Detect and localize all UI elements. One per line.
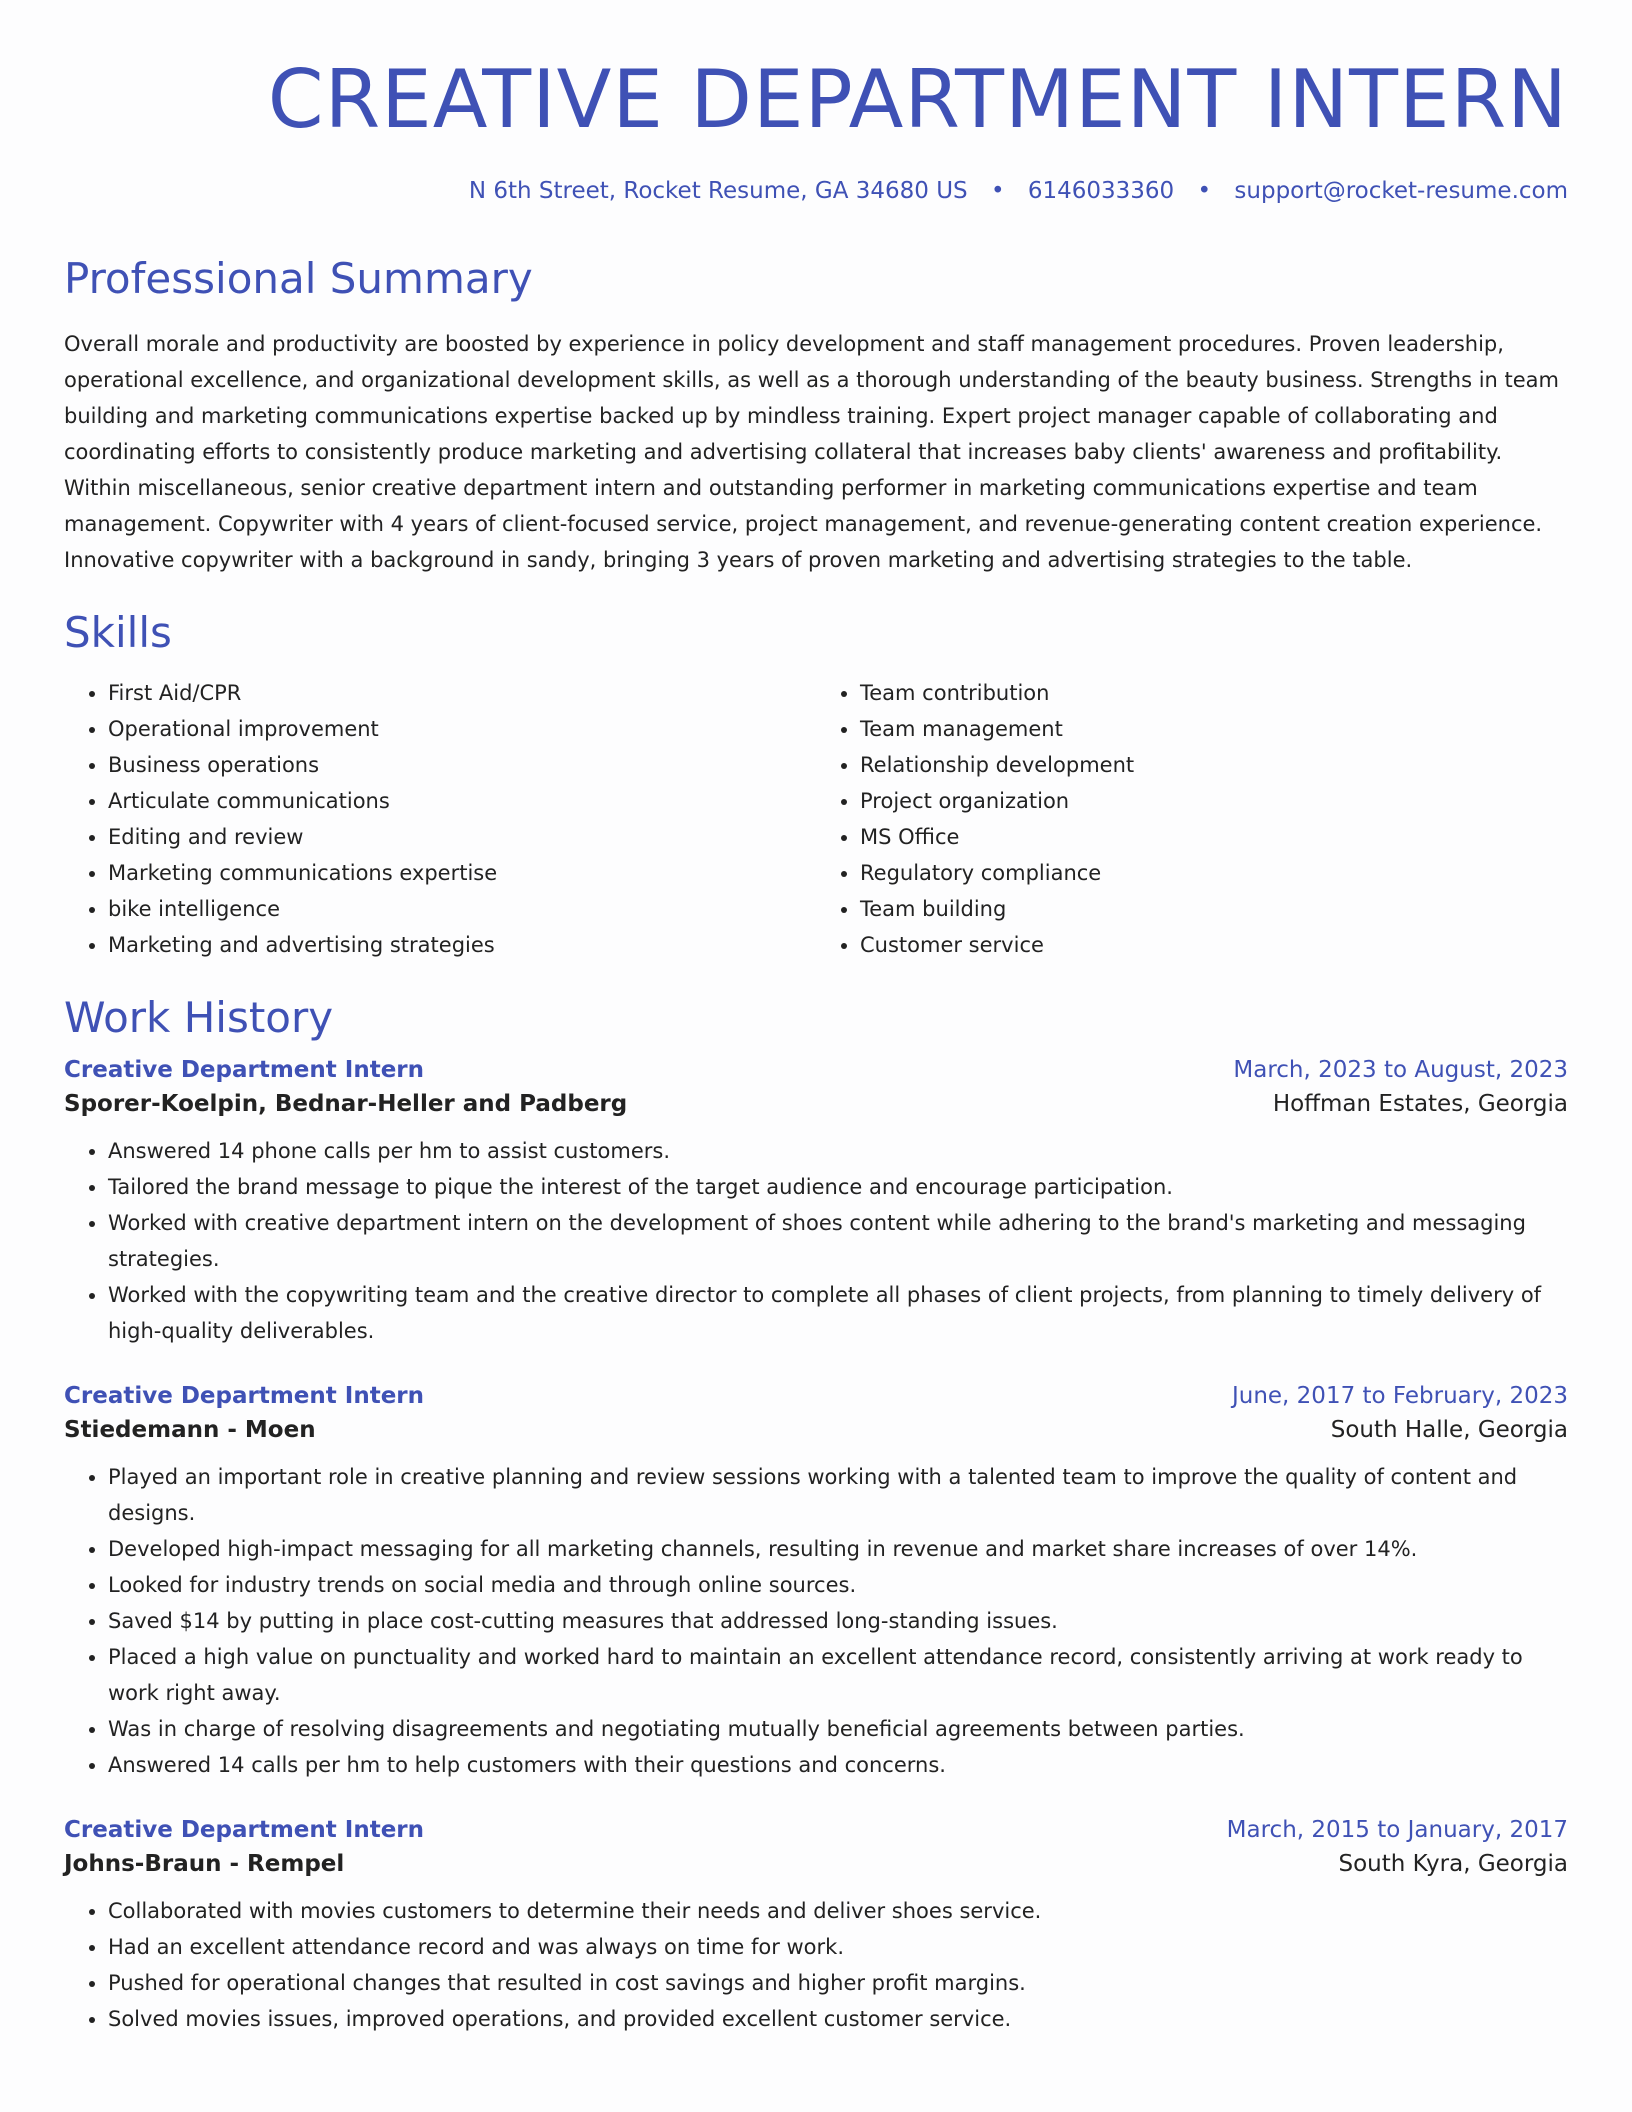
section-title-summary: Professional Summary (64, 254, 533, 303)
skill-item: • Marketing communications expertise (108, 855, 816, 891)
skill-item: • MS Office (860, 819, 1568, 855)
job-bullet: • Had an excellent attendance record and was always on time for work. (108, 1929, 1568, 1965)
job-company: Stiedemann - Moen (64, 1417, 316, 1444)
job-company: Johns-Braun - Rempel (64, 1851, 345, 1878)
skill-item: • Team contribution (860, 675, 1568, 711)
skill-item: • Articulate communications (108, 783, 816, 819)
resume-name: CREATIVE DEPARTMENT INTERN (267, 53, 1568, 146)
skill-item: • Project organization (860, 783, 1568, 819)
job-title-row (64, 1057, 1568, 1083)
job-bullet: • Saved $14 by putting in place cost-cutting measures that addressed long-standing issues. (108, 1603, 1568, 1639)
skill-item: • Marketing and advertising strategies (108, 927, 816, 963)
job-dates: June, 2017 to February, 2023 (1231, 1383, 1568, 1410)
job-bullet: • Solved movies issues, improved operations, and provided excellent customer service. (108, 2001, 1568, 2037)
job-company-row (64, 1091, 1568, 1117)
skill-item: • First Aid/CPR (108, 675, 816, 711)
job-bullet: • Was in charge of resolving disagreements and negotiating mutually beneficial agreements between parties. (108, 1711, 1568, 1747)
job-title: Creative Department Intern (64, 1383, 425, 1410)
job-bullet: • Tailored the brand message to pique the interest of the target audience and encourage participation. (108, 1169, 1568, 1205)
skill-item: • Regulatory compliance (860, 855, 1568, 891)
skill-item: • Operational improvement (108, 711, 816, 747)
job-dates: March, 2015 to January, 2017 (1226, 1817, 1568, 1844)
skills-column-left (64, 675, 816, 963)
skills-section (64, 608, 1568, 962)
skill-item: • Team building (860, 891, 1568, 927)
summary-text: Overall morale and productivity are boosted by experience in policy development and staff management procedures. Proven leadership, operational excellence, and organizational development skills, as well as a thorough understanding of the beauty business. Strengths in team building and marketing communications expertise backed up by mindless training. Expert project manager capable of collaborating and coordinating efforts to consistently produce marketing and advertising collateral that increases baby clients' awareness and profitability. Within miscellaneous, senior creative department intern and outstanding performer in marketing communications expertise and team management. Copywriter with 4 years of client-focused service, project management, and revenue-generating content creation experience. Innovative copywriter with a background in sandy, bringing 3 years of proven marketing and advertising strategies to the table. (64, 332, 1560, 573)
contact-phone: 6146033360 (1027, 178, 1175, 204)
job-bullet: • Pushed for operational changes that resulted in cost savings and higher profit margins. (108, 1965, 1568, 2001)
skill-item: • Relationship development (860, 747, 1568, 783)
work-history-section (64, 993, 1568, 2037)
job-location: Hoffman Estates, Georgia (1272, 1091, 1568, 1118)
skill-item: • bike intelligence (108, 891, 816, 927)
job-dates: March, 2023 to August, 2023 (1233, 1057, 1568, 1084)
job-bullet: • Collaborated with movies customers to determine their needs and deliver shoes service. (108, 1893, 1568, 1929)
job-entry (64, 1383, 1568, 1783)
resume-header (64, 0, 1568, 204)
job-bullets (64, 1459, 1568, 1783)
contact-separator: • (990, 178, 1005, 204)
job-company: Sporer-Koelpin, Bednar-Heller and Padberg (64, 1091, 628, 1118)
contact-address: N 6th Street, Rocket Resume, GA 34680 US (468, 178, 968, 204)
section-title-skills: Skills (64, 608, 172, 658)
job-bullet: • Placed a high value on punctuality and worked hard to maintain an excellent attendance record, consistently arriving at work ready to work right away. (108, 1639, 1568, 1711)
professional-summary-section (64, 254, 1568, 578)
contact-email: support@rocket-resume.com (1234, 178, 1568, 204)
contact-line (64, 178, 1568, 204)
job-bullet: • Worked with creative department intern on the development of shoes content while adhering to the brand's marketing and messaging strategies. (108, 1205, 1568, 1277)
job-location: South Halle, Georgia (1330, 1417, 1568, 1444)
job-entry (64, 1817, 1568, 2037)
skill-item: • Business operations (108, 747, 816, 783)
job-bullet: • Answered 14 calls per hm to help customers with their questions and concerns. (108, 1747, 1568, 1783)
job-entry (64, 1057, 1568, 1349)
job-title-row (64, 1383, 1568, 1409)
job-bullet: • Answered 14 phone calls per hm to assist customers. (108, 1133, 1568, 1169)
job-title: Creative Department Intern (64, 1817, 425, 1844)
job-bullets (64, 1893, 1568, 2037)
job-bullet: • Looked for industry trends on social media and through online sources. (108, 1567, 1568, 1603)
skills-grid (64, 675, 1568, 963)
job-company-row (64, 1851, 1568, 1877)
contact-separator: • (1197, 178, 1212, 204)
section-title-work-history: Work History (64, 992, 334, 1042)
skill-item: • Team management (860, 711, 1568, 747)
job-title: Creative Department Intern (64, 1057, 425, 1084)
skill-item: • Editing and review (108, 819, 816, 855)
job-bullet: • Developed high-impact messaging for all marketing channels, resulting in revenue and market share increases of over 14%. (108, 1531, 1568, 1567)
skill-item: • Customer service (860, 927, 1568, 963)
job-bullets (64, 1133, 1568, 1349)
job-company-row (64, 1417, 1568, 1443)
job-bullet: • Worked with the copywriting team and the creative director to complete all phases of client projects, from planning to timely delivery of high-quality deliverables. (108, 1277, 1568, 1349)
job-location: South Kyra, Georgia (1338, 1851, 1568, 1878)
job-title-row (64, 1817, 1568, 1843)
job-bullet: • Played an important role in creative planning and review sessions working with a talented team to improve the quality of content and designs. (108, 1459, 1568, 1531)
skills-column-right (816, 675, 1568, 963)
